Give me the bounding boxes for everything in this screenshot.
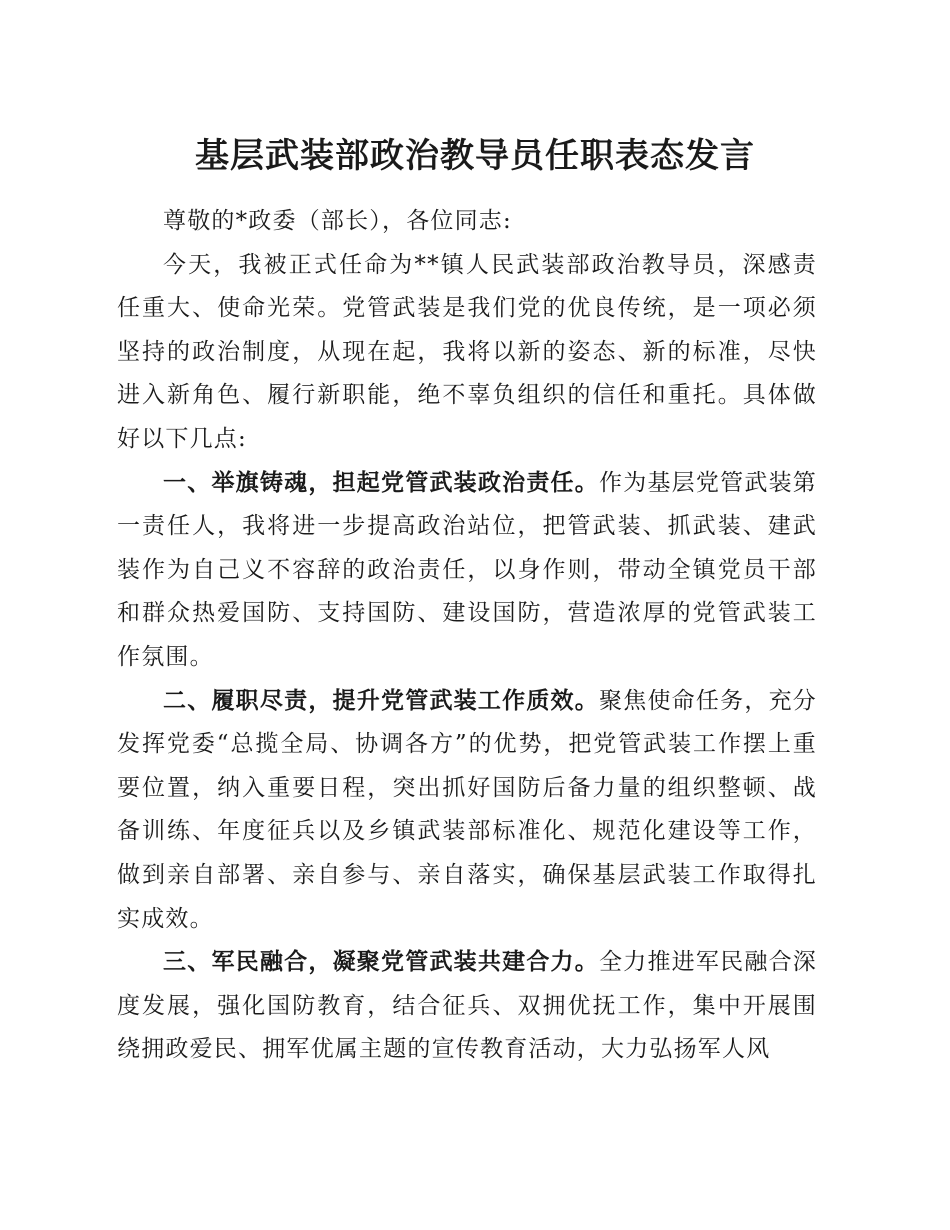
document-body: [117, 200, 817, 1072]
section-text-2: 聚焦使命任务，充分发挥党委“总揽全局、协调各方”的优势，把党管武装工作摆上重要位置，纳入重要日程，突出抓好国防后备力量的组织整顿、战备训练、年度征兵以及乡镇武装部标准化、规范化建设等工作，做到亲自部署、亲自参与、亲自落实，确保基层武装工作取得扎实成效。: [117, 687, 817, 932]
intro-paragraph: 今天，我被正式任命为**镇人民武装部政治教导员，深感责任重大、使命光荣。党管武装是我们党的优良传统，是一项必须坚持的政治制度，从现在起，我将以新的姿态、新的标准，尽快进入新角色、履行新职能，绝不辜负组织的信任和重托。具体做好以下几点:: [117, 251, 817, 452]
document-page: [117, 128, 817, 1072]
document-title: 基层武装部政治教导员任职表态发言: [195, 136, 755, 176]
section-heading-2: 二、履职尽责，提升党管武装工作质效。: [163, 687, 600, 714]
section-text-1: 作为基层党管武装第一责任人，我将进一步提高政治站位，把管武装、抓武装、建武装作为自己义不容辞的政治责任，以身作则，带动全镇党员干部和群众热爱国防、支持国防、建设国防，营造浓厚的党管武装工作氛围。: [117, 469, 817, 670]
section-heading-3: 三、军民融合，凝聚党管武装共建合力。: [163, 949, 600, 976]
section-text-3: 全力推进军民融合深度发展，强化国防教育，结合征兵、双拥优抚工作，集中开展围绕拥政爱民、拥军优属主题的宣传教育活动，大力弘扬军人风: [117, 949, 817, 1063]
section-paragraph-1: [117, 462, 817, 680]
section-paragraph-2: [117, 680, 817, 942]
section-paragraph-3: [117, 941, 817, 1072]
salutation: 尊敬的*政委（部长），各位同志:: [163, 208, 512, 234]
section-heading-1: 一、举旗铸魂，担起党管武装政治责任。: [163, 469, 600, 496]
